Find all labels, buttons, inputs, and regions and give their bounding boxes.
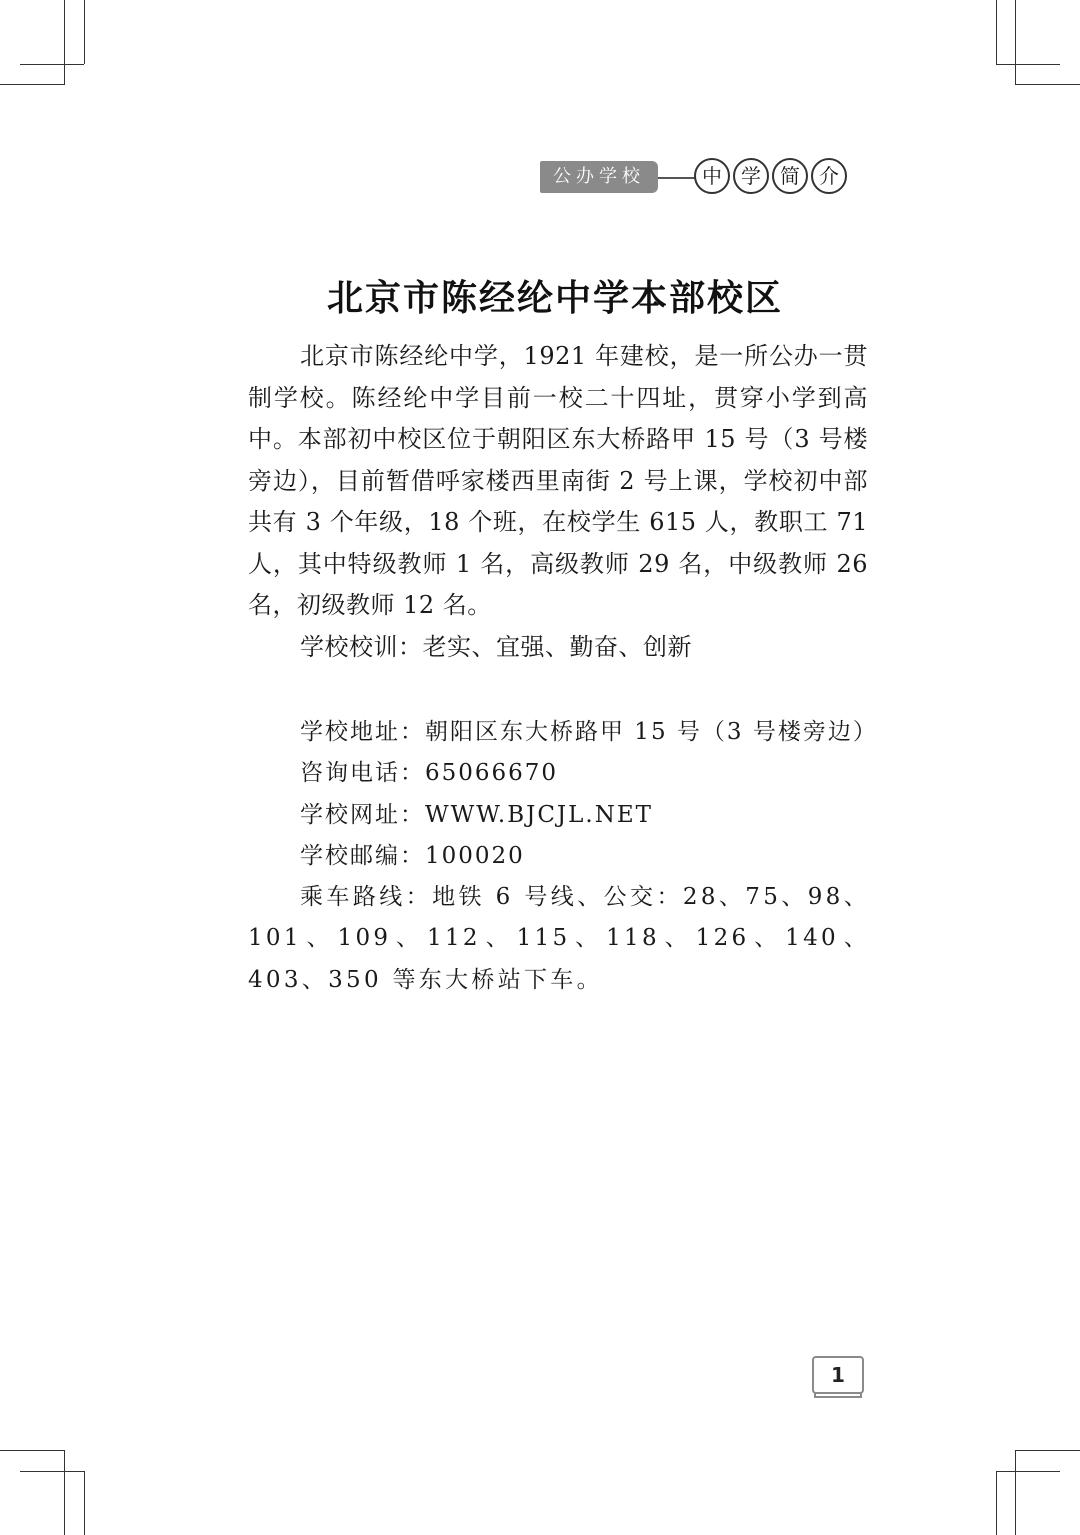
- crop-mark: [996, 0, 997, 64]
- crop-mark: [64, 1450, 65, 1535]
- crop-mark: [64, 0, 65, 85]
- page-title: 北京市陈经纶中学本部校区: [326, 278, 783, 319]
- body-text: [248, 336, 868, 668]
- section-header: [540, 158, 870, 198]
- section-char: 介: [811, 158, 847, 194]
- crop-mark: [20, 64, 84, 65]
- crop-mark: [0, 84, 64, 85]
- crop-mark: [84, 1471, 85, 1535]
- phone-line: 咨询电话：65066670: [300, 760, 559, 787]
- category-tag: 公办学校: [540, 161, 658, 193]
- route-line: 乘车路线：地铁 6 号线、公交：28、75、98、101、109、112、115、118、126、140、403、350 等东大桥站下车。: [248, 884, 870, 993]
- page-number: [812, 1356, 864, 1398]
- crop-mark: [0, 1450, 64, 1451]
- section-char: 中: [694, 158, 730, 194]
- website-line: 学校网址：WWW.BJCJL.NET: [300, 801, 653, 828]
- section-char: 学: [733, 158, 769, 194]
- crop-mark: [1015, 84, 1080, 85]
- contact-info: [248, 712, 878, 1001]
- crop-mark: [20, 1471, 84, 1472]
- motto-paragraph: 学校校训：老实、宜强、勤奋、创新: [300, 632, 692, 661]
- intro-paragraph: 北京市陈经纶中学，1921 年建校，是一所公办一贯制学校。陈经纶中学目前一校二十四址，贯穿小学到高中。本部初中校区位于朝阳区东大桥路甲 15 号（3 号楼旁边），目前暂借呼家楼西里南街 2 号上课，学校初中部共有 3 个年级，18 个班，在校学生 615 人，教职工 71 人，其中特级教师 1 名，高级教师 29 名，中级教师 26 名，初级教师 12 名。: [248, 342, 868, 619]
- crop-mark: [996, 1471, 997, 1535]
- crop-mark: [996, 64, 1060, 65]
- crop-mark: [1015, 1450, 1080, 1451]
- section-title-chars: [694, 158, 847, 194]
- crop-mark: [84, 0, 85, 64]
- postcode-line: 学校邮编：100020: [300, 842, 525, 869]
- page-number-label: 1: [812, 1356, 864, 1394]
- crop-mark: [1015, 1450, 1016, 1535]
- book-icon: [814, 1393, 862, 1398]
- section-char: 简: [772, 158, 808, 194]
- address-line: 学校地址：朝阳区东大桥路甲 15 号（3 号楼旁边）: [300, 719, 878, 745]
- crop-mark: [996, 1471, 1060, 1472]
- crop-mark: [1015, 0, 1016, 85]
